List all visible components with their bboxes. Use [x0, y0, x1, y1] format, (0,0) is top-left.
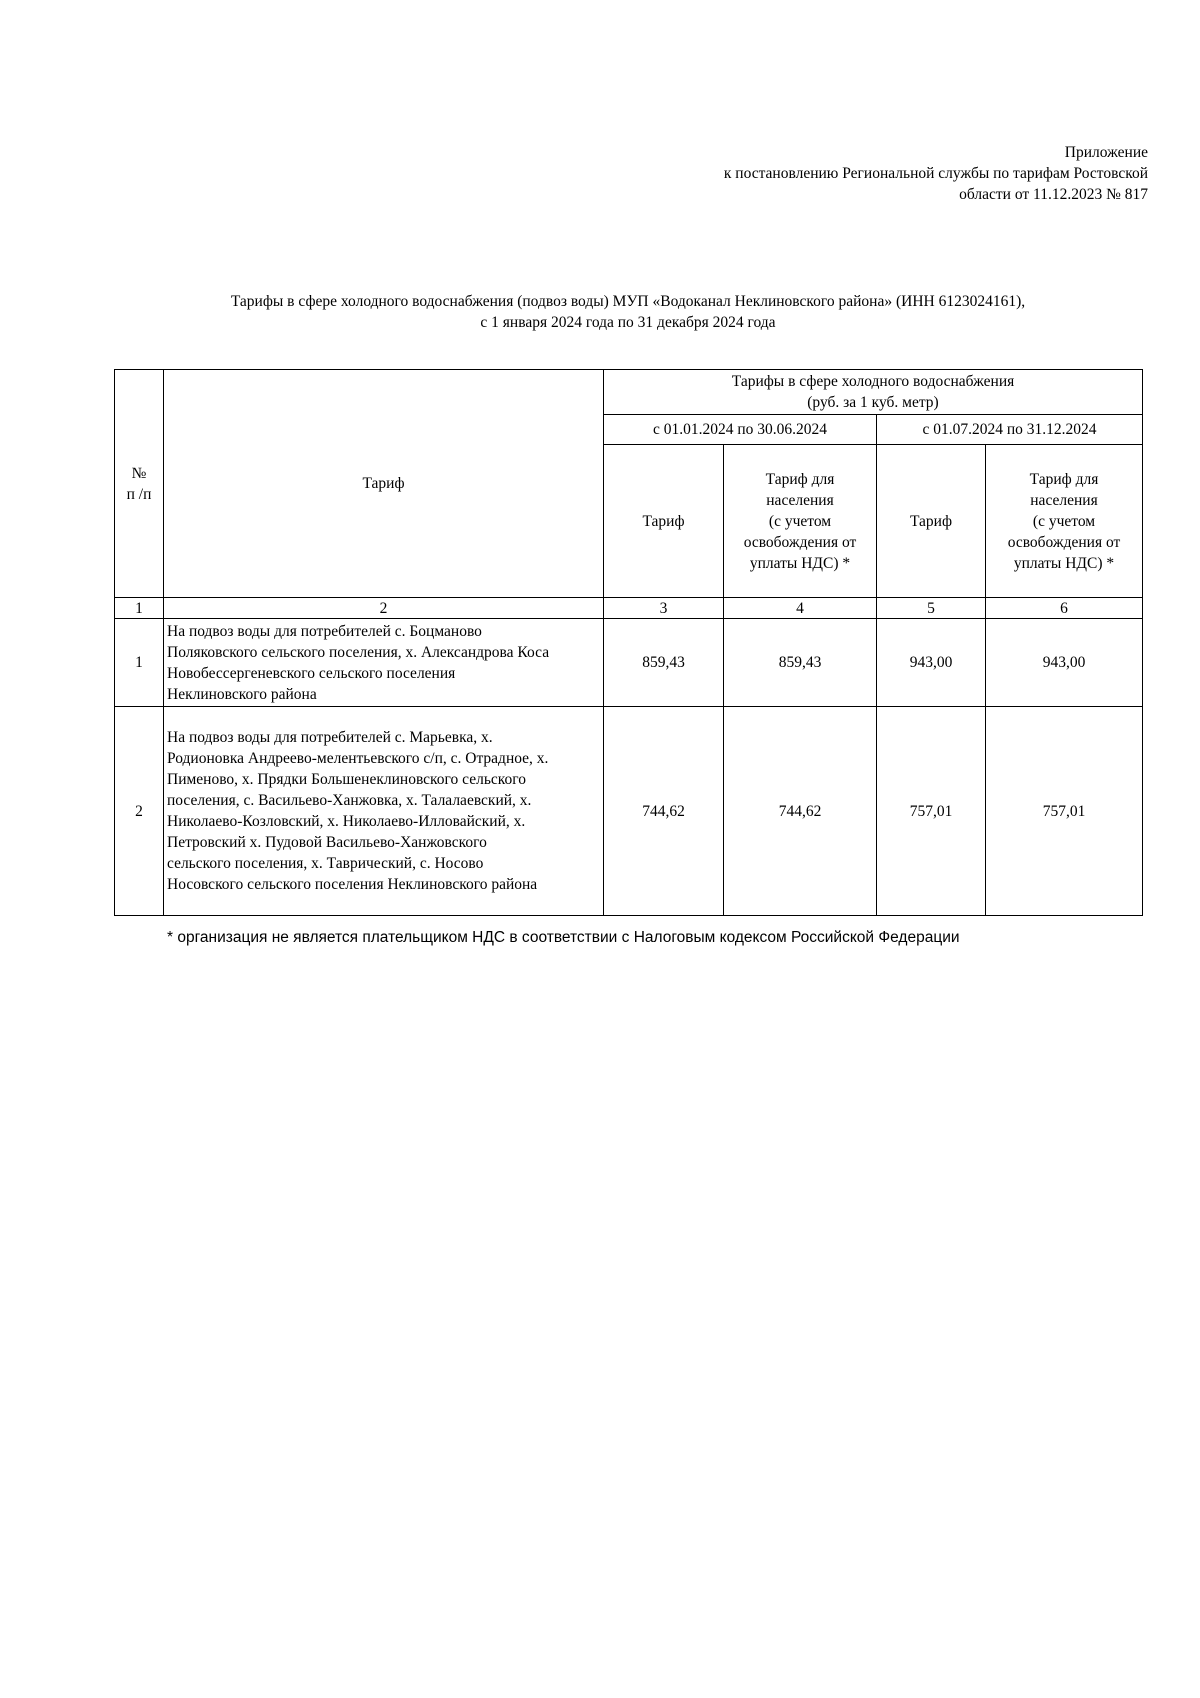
period-1-population-value: 744,62: [724, 707, 877, 916]
period-2-tariff-value: 757,01: [877, 707, 986, 916]
row-number: 1: [115, 619, 164, 707]
period-2-population-value: 943,00: [986, 619, 1143, 707]
document-title: [114, 291, 1142, 333]
footnote: * организация не является плательщиком НДС в соответствии с Налоговым кодексом Российской Федерации: [167, 929, 960, 946]
column-number: 3: [604, 598, 724, 619]
header-period-1: с 01.01.2024 по 30.06.2024: [604, 415, 877, 445]
column-number: 5: [877, 598, 986, 619]
table-row: [115, 619, 1143, 707]
period-2-population-value: 757,01: [986, 707, 1143, 916]
document-title-line-1: Тарифы в сфере холодного водоснабжения (подвоз воды) МУП «Водоканал Неклиновского района» (ИНН 6123024161),: [230, 293, 1026, 310]
header-period-2-tariff: Тариф: [877, 445, 986, 598]
header-period-1-tariff: Тариф: [604, 445, 724, 598]
period-1-tariff-value: 859,43: [604, 619, 724, 707]
appendix-line-1: Приложение: [1064, 144, 1148, 161]
column-number: 1: [115, 598, 164, 619]
period-2-tariff-value: 943,00: [877, 619, 986, 707]
row-number: 2: [115, 707, 164, 916]
appendix-line-2: к постановлению Региональной службы по тарифам Ростовской: [723, 165, 1148, 182]
period-1-tariff-value: 744,62: [604, 707, 724, 916]
row-description: На подвоз воды для потребителей с. Марьевка, х. Родионовка Андреево-мелентьевского с/п, с. Отрадное, х. Пименово, х. Прядки Большенеклиновского сельского поселения, с. Васильево-Ханжовка, х. Талалаевский, х. Николаево-Козловский, х. Николаево-Илловайский, х. Петровский х. Пудовой Васильево-Ханжовского сельского поселения, х. Таврический, с. Носово Носовского сельского поселения Неклиновского района: [164, 707, 604, 916]
column-number: 6: [986, 598, 1143, 619]
header-tariff-name: Тариф: [164, 370, 604, 598]
table-row: [115, 707, 1143, 916]
appendix-header: [548, 142, 1148, 205]
column-number: 2: [164, 598, 604, 619]
header-period-2-population: Тариф для населения (с учетом освобождения от уплаты НДС) *: [986, 445, 1143, 598]
appendix-line-3: области от 11.12.2023 № 817: [959, 186, 1148, 203]
document-title-line-2: с 1 января 2024 года по 31 декабря 2024 года: [480, 314, 776, 331]
header-tariffs-group: Тарифы в сфере холодного водоснабжения (руб. за 1 куб. метр): [604, 370, 1143, 415]
header-period-2: с 01.07.2024 по 31.12.2024: [877, 415, 1143, 445]
row-description: На подвоз воды для потребителей с. Боцманово Поляковского сельского поселения, х. Александрова Коса Новобессергеневского сельского поселения Неклиновского района: [164, 619, 604, 707]
header-period-1-population: Тариф для населения (с учетом освобождения от уплаты НДС) *: [724, 445, 877, 598]
column-numbers-row: [115, 598, 1143, 619]
column-number: 4: [724, 598, 877, 619]
tariffs-table: [114, 369, 1143, 916]
header-row-number: № п /п: [115, 370, 164, 598]
period-1-population-value: 859,43: [724, 619, 877, 707]
